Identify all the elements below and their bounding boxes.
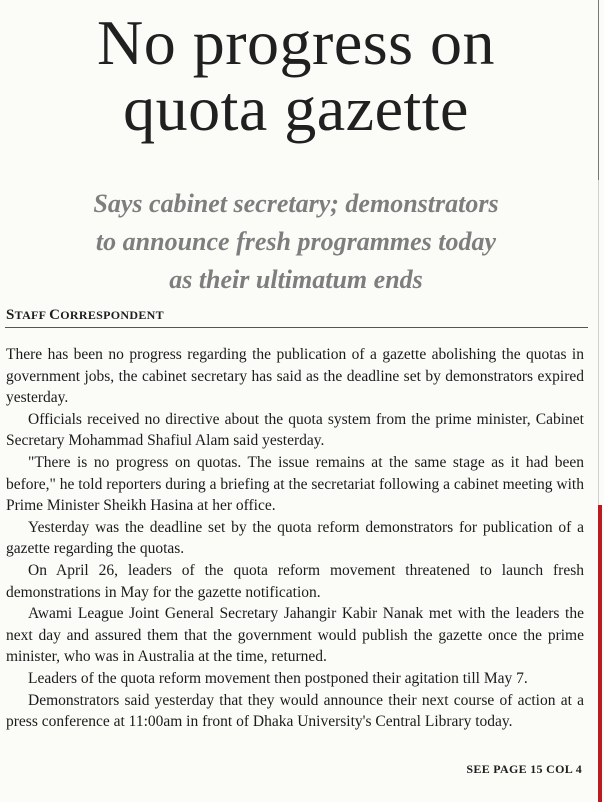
paragraph: On April 26, leaders of the quota reform movement threatened to launch fresh demonstrations in May for the gazette notification. (6, 561, 584, 601)
article-body (6, 344, 584, 733)
headline (0, 7, 592, 144)
paragraph: Awami League Joint General Secretary Jahangir Kabir Nanak met with the leaders the next day and assured them that the government would publish the gazette once the prime minister, who was in Australia at the time, returned. (6, 605, 584, 666)
continuation-note: SEE PAGE 15 COL 4 (466, 762, 582, 776)
subheadline-line-1: Says cabinet secretary; demonstrators (93, 189, 499, 218)
headline-line-1: No progress on (96, 7, 496, 78)
paragraph: Demonstrators said yesterday that they would announce their next course of action at a press conference at 11:00am in front of Dhaka University's Central Library today. (6, 691, 584, 731)
subheadline (0, 185, 592, 299)
paragraph: "There is no progress on quotas. The issue remains at the same stage as it had been before," he told reporters during a briefing at the secretariat following a cabinet meeting with Prime Minister Sheikh Hasina at her office. (6, 453, 584, 515)
headline-line-2: quota gazette (123, 73, 469, 144)
paragraph: Officials received no directive about the quota system from the prime minister, Cabinet Secretary Mohammad Shafiul Alam said yesterday. (6, 410, 584, 450)
byline: STAFF CORRESPONDENT (6, 307, 164, 323)
paragraph: Yesterday was the deadline set by the quota reform demonstrators for publication of a gazette regarding the quotas. (6, 518, 584, 558)
paragraph: Leaders of the quota reform movement then postponed their agitation till May 7. (28, 669, 528, 687)
paragraph: There has been no progress regarding the publication of a gazette abolishing the quotas in government jobs, the cabinet secretary has said as the deadline set by demonstrators expired yesterday. (6, 346, 584, 407)
red-accent-bar (598, 505, 602, 802)
column-divider-faint (598, 180, 599, 505)
column-divider (598, 0, 599, 180)
subheadline-line-2: to announce fresh programmes today (95, 227, 497, 256)
subheadline-line-3: as their ultimatum ends (169, 265, 423, 294)
byline-divider (5, 327, 588, 328)
